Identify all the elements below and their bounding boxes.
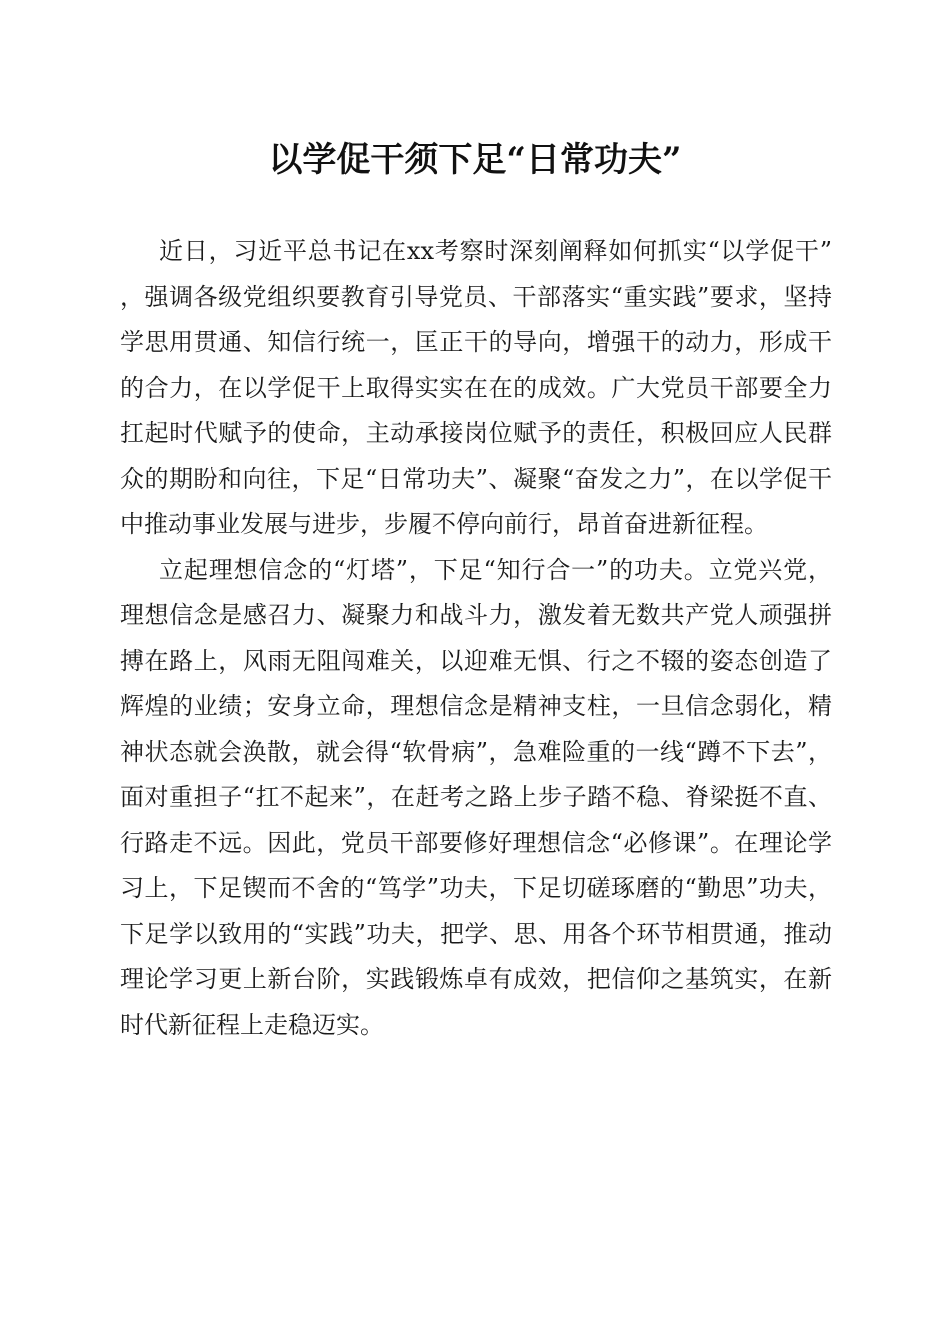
document-body	[120, 229, 832, 1048]
paragraph-1: 近日，习近平总书记在xx考察时深刻阐释如何抓实“以学促干”，强调各级党组织要教育引导党员、干部落实“重实践”要求，坚持学思用贯通、知信行统一，匡正干的导向，增强干的动力，形成干的合力，在以学促干上取得实实在在的成效。广大党员干部要全力扛起时代赋予的使命，主动承接岗位赋予的责任，积极回应人民群众的期盼和向往，下足“日常功夫”、凝聚“奋发之力”，在以学促干中推动事业发展与进步，步履不停向前行，昂首奋进新征程。	[120, 237, 832, 538]
document-title: 以学促干须下足“日常功夫”	[268, 140, 682, 180]
paragraph-2: 立起理想信念的“灯塔”，下足“知行合一”的功夫。立党兴党，理想信念是感召力、凝聚力和战斗力，激发着无数共产党人顽强拼搏在路上，风雨无阻闯难关，以迎难无惧、行之不辍的姿态创造了辉煌的业绩；安身立命，理想信念是精神支柱，一旦信念弱化，精神状态就会涣散，就会得“软骨病”，急难险重的一线“蹲不下去”，面对重担子“扛不起来”，在赶考之路上步子踏不稳、脊梁挺不直、行路走不远。因此，党员干部要修好理想信念“必修课”。在理论学习上，下足锲而不舍的“笃学”功夫，下足切磋琢磨的“勤思”功夫，下足学以致用的“实践”功夫，把学、思、用各个环节相贯通，推动理论学习更上新台阶，实践锻炼卓有成效，把信仰之基筑实，在新时代新征程上走稳迈实。	[120, 555, 832, 1039]
